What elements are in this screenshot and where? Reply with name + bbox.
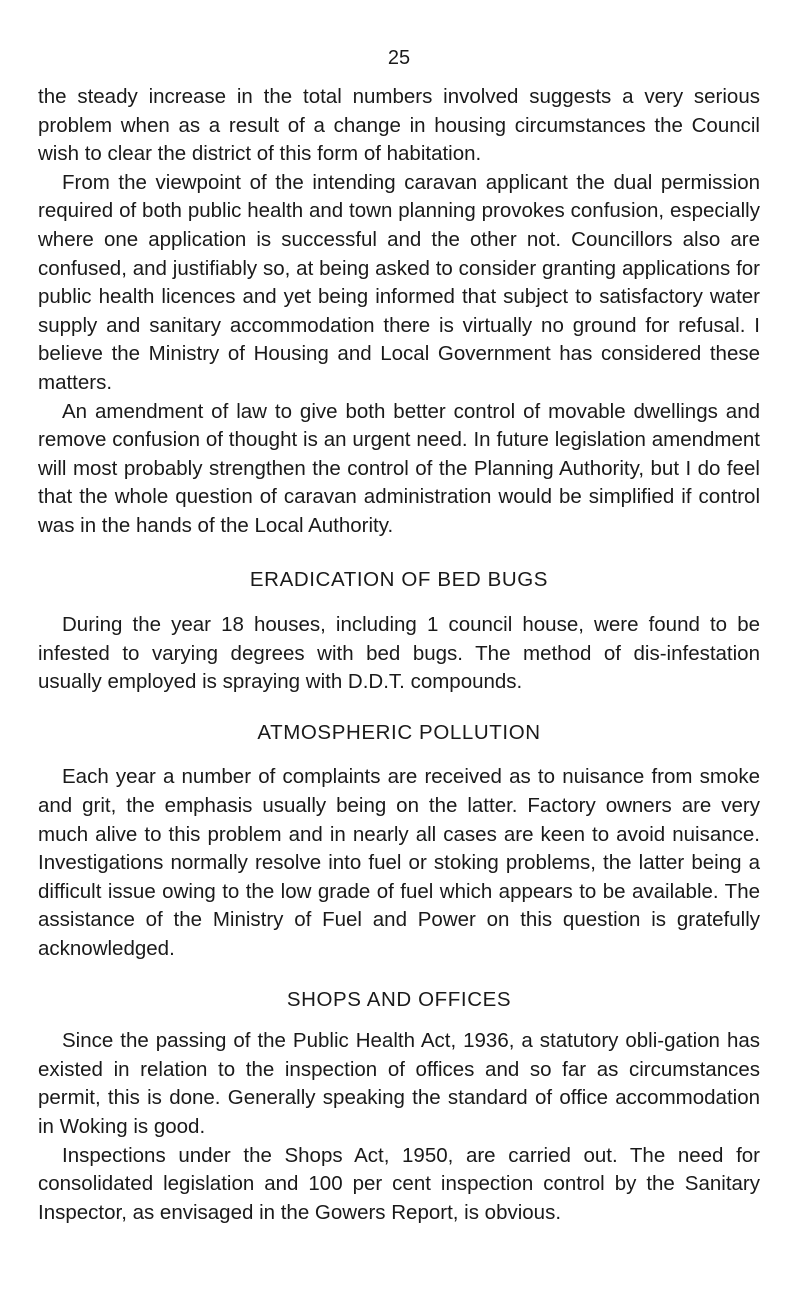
section-shops-offices (38, 986, 760, 1228)
paragraph: Each year a number of complaints are received as to nuisance from smoke and grit, the emphasis usually being on the latter. Factory owners are very much alive to this problem and in nearly all cases are keen to avoid nuisance. Investigations normally resolve into fuel or stoking problems, the latter being a difficult issue owing to the low grade of fuel which appears to be available. The assistance of the Ministry of Fuel and Power on this question is gratefully acknowledged. (38, 765, 760, 961)
paragraph: the steady increase in the total numbers involved suggests a very serious problem when as a result of a change in housing circumstances the Council wish to clear the district of this form of habitation. (38, 85, 760, 166)
paragraph: Since the passing of the Public Health Act, 1936, a statutory obli-gation has existed in relation to the inspection of offices and so far as circumstances permit, this is done. Generally speaking the standard of office accommodation in Woking is good. (38, 1029, 760, 1138)
section-atmospheric-pollution (38, 719, 760, 964)
paragraph: Inspections under the Shops Act, 1950, are carried out. The need for consolidated legislation and 100 per cent inspection control by the Sanitary Inspector, as envisaged in the Gowers Report, is obvious. (38, 1143, 760, 1224)
paragraph: From the viewpoint of the intending caravan applicant the dual permission required of both public health and town planning provokes confusion, especially where one application is successful and the other not. Councillors also are confused, and justifiably so, at being asked to consider granting applications for public health licences and yet being informed that subject to satisfactory water supply and sanitary accommodation there is virtually no ground for refusal. I believe the Ministry of Housing and Local Government has considered these matters. (38, 170, 760, 394)
section-heading: ATMOSPHERIC POLLUTION (257, 720, 541, 744)
section-heading: SHOPS AND OFFICES (286, 987, 512, 1011)
section-caravans (38, 83, 760, 541)
paragraph: An amendment of law to give both better control of movable dwellings and remove confusion of thought is an urgent need. In future legislation amendment will most probably strengthen the control of the Planning Authority, but I do feel that the whole question of caravan administration would be simplified if control was in the hands of the Local Authority. (38, 399, 760, 537)
section-bed-bugs (38, 566, 760, 697)
page-number: 25 (387, 47, 411, 69)
section-heading: ERADICATION OF BED BUGS (249, 567, 549, 591)
document-page (38, 44, 760, 1227)
paragraph: During the year 18 houses, including 1 council house, were found to be infested to varying degrees with bed bugs. The method of dis-infestation usually employed is spraying with D.D.T. compounds. (38, 613, 760, 694)
